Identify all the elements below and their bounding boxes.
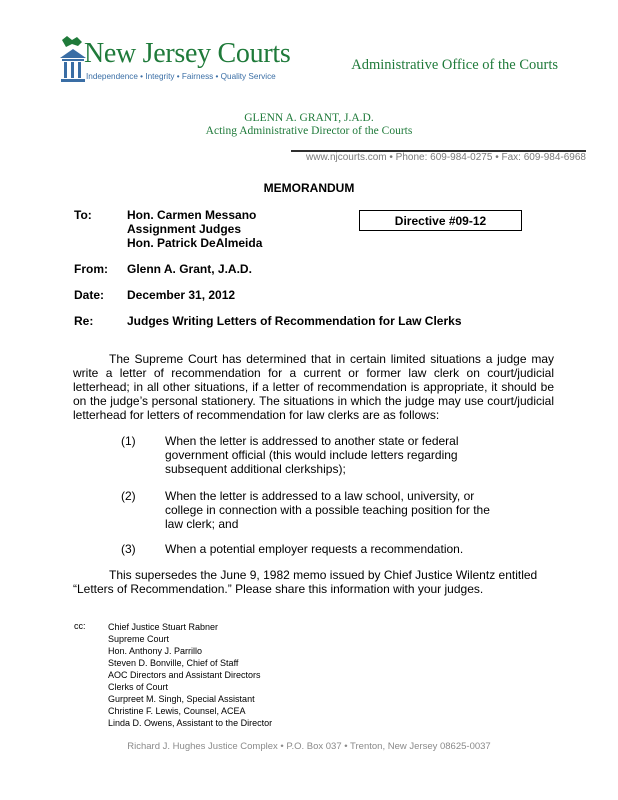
- cc-list: [108, 621, 272, 729]
- logo-name: New Jersey Courts: [84, 38, 291, 69]
- cc-entry: AOC Directors and Assistant Directors: [108, 670, 261, 680]
- logo-tagline: Independence • Integrity • Fairness • Quality Service: [86, 72, 276, 81]
- closing-paragraph: This supersedes the June 9, 1982 memo issued by Chief Justice Wilentz entitled “Letters of Recommendation.” Please share this information with your judges.: [73, 568, 538, 596]
- item-number: (2): [121, 489, 136, 503]
- contact-line: www.njcourts.com • Phone: 609-984-0275 • Fax: 609-984-6968: [306, 152, 586, 163]
- intro-paragraph: The Supreme Court has determined that in certain limited situations a judge may write a letter of recommendation for a current or former law clerk on court/judicial letterhead; in all other situations, if a letter of recommendation is appropriate, it should be on the judge’s personal stationery. The situations in which the judge may use court/judicial letterhead for letters of recommendation for law clerks are as follows:: [73, 352, 554, 422]
- cc-entry: Gurpreet M. Singh, Special Assistant: [108, 694, 255, 704]
- recipient: Assignment Judges: [127, 222, 242, 236]
- cc-entry: Linda D. Owens, Assistant to the Director: [108, 718, 273, 728]
- item-text: When the letter is addressed to another state or federal government official (this would include letters regarding subsequent additional clerkships);: [165, 434, 459, 476]
- from-value: Glenn A. Grant, J.A.D.: [127, 262, 252, 276]
- from-label: From:: [74, 262, 108, 276]
- item-number: (1): [121, 434, 136, 448]
- to-label: To:: [74, 208, 92, 222]
- recipient: Hon. Carmen Messano: [127, 208, 257, 222]
- to-recipients: [127, 208, 262, 250]
- date-value: December 31, 2012: [127, 288, 236, 302]
- director-title: Acting Administrative Director of the Courts: [205, 125, 413, 137]
- footer-address: Richard J. Hughes Justice Complex • P.O. Box 037 • Trenton, New Jersey 08625-0037: [127, 741, 491, 752]
- cc-entry: Christine F. Lewis, Counsel, ACEA: [108, 706, 246, 716]
- director-name: GLENN A. GRANT, J.A.D.: [244, 112, 374, 124]
- nj-courts-logo: [58, 34, 291, 90]
- memo-title: MEMORANDUM: [263, 181, 355, 195]
- cc-entry: Steven D. Bonville, Chief of Staff: [108, 658, 239, 668]
- item-number: (3): [121, 542, 136, 556]
- subject-value: Judges Writing Letters of Recommendation for Law Clerks: [127, 314, 462, 328]
- cc-entry: Clerks of Court: [108, 682, 169, 692]
- subject-label: Re:: [74, 314, 94, 328]
- recipient: Hon. Patrick DeAlmeida: [127, 236, 263, 250]
- cc-entry: Chief Justice Stuart Rabner: [108, 622, 219, 632]
- item-text: When a potential employer requests a recommendation.: [165, 542, 464, 556]
- date-label: Date:: [74, 288, 105, 302]
- cc-label: cc:: [74, 621, 86, 631]
- item-text: When the letter is addressed to a law school, university, or college in connection with a possible teaching position for the law clerk; and: [165, 489, 490, 531]
- cc-entry: Supreme Court: [108, 634, 170, 644]
- office-name: Administrative Office of the Courts: [351, 57, 558, 73]
- cc-entry: Hon. Anthony J. Parrillo: [108, 646, 203, 656]
- directive-number: Directive #09-12: [359, 210, 522, 231]
